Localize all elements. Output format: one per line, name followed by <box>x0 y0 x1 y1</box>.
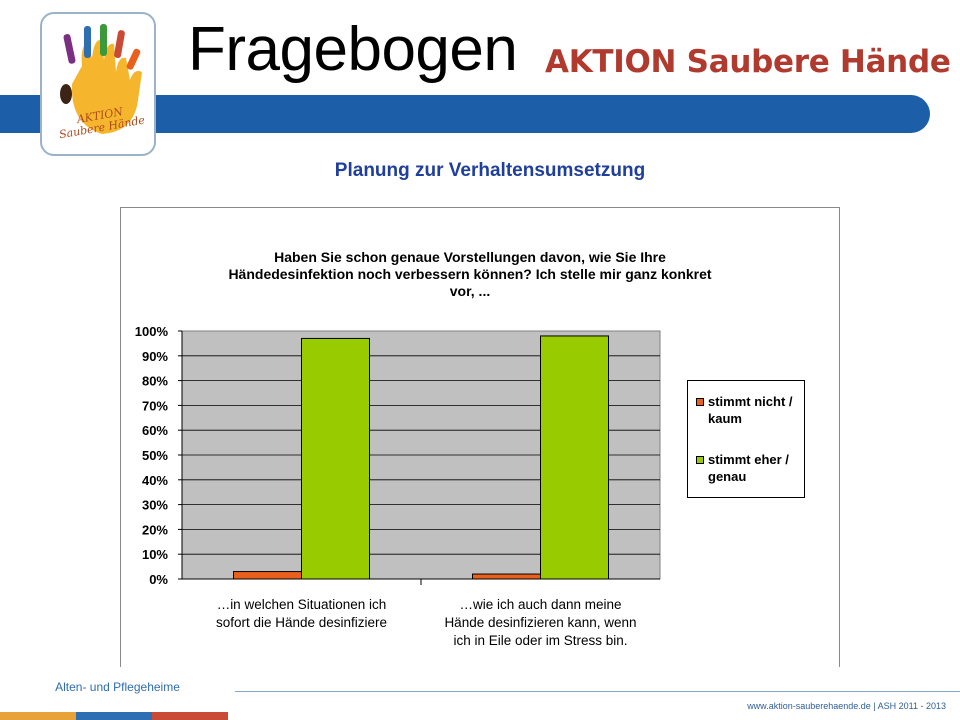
y-tick-label: 10% <box>141 547 168 563</box>
brand-title: AKTION Saubere Hände <box>545 44 951 80</box>
bar <box>234 572 302 579</box>
logo-text: AKTION Saubere Hände <box>58 105 146 142</box>
logo <box>40 12 156 156</box>
footer-color-bars <box>0 712 228 720</box>
x-tick-label: …wie ich auch dann meine Hände desinfizieren kann, wenn ich in Eile oder im Stress bin. <box>444 597 637 648</box>
footer-bar <box>76 712 152 720</box>
y-tick-label: 30% <box>141 497 168 513</box>
legend-item-0 <box>696 393 804 427</box>
chart-legend <box>687 380 805 498</box>
page-title: Fragebogen <box>188 15 518 84</box>
y-tick-label: 80% <box>141 373 168 389</box>
bar <box>302 338 370 579</box>
bar <box>473 574 541 579</box>
footer-category: Alten- und Pflegeheime <box>0 680 235 694</box>
y-tick-label: 90% <box>141 348 168 364</box>
bar <box>541 336 609 579</box>
y-tick-label: 20% <box>141 522 168 538</box>
y-tick-label: 40% <box>141 472 168 488</box>
x-tick-label: …in welchen Situationen ich sofort die Hände desinfiziere <box>215 597 388 630</box>
legend-label: stimmt eher / genau <box>708 452 789 484</box>
legend-item-1 <box>696 451 804 485</box>
legend-label: stimmt nicht / kaum <box>708 394 793 426</box>
y-tick-label: 60% <box>141 423 168 439</box>
footer-bar <box>152 712 228 720</box>
slide-subtitle: Planung zur Verhaltensumsetzung <box>334 160 646 181</box>
y-tick-label: 0% <box>149 572 168 587</box>
legend-swatch-icon <box>696 456 704 464</box>
y-tick-label: 50% <box>141 448 168 463</box>
legend-swatch-icon <box>696 398 704 406</box>
footer-bar <box>0 712 76 720</box>
y-tick-label: 70% <box>141 398 168 414</box>
footer-credits: www.aktion-sauberehaende.de | ASH 2011 - 2013 <box>747 701 946 711</box>
y-tick-label: 100% <box>134 324 168 339</box>
chart-title: Haben Sie schon genaue Vorstellungen davon, wie Sie Ihre Händedesinfektion noch verbessern können? Ich stelle mir ganz konkret vor, ... <box>228 249 712 299</box>
